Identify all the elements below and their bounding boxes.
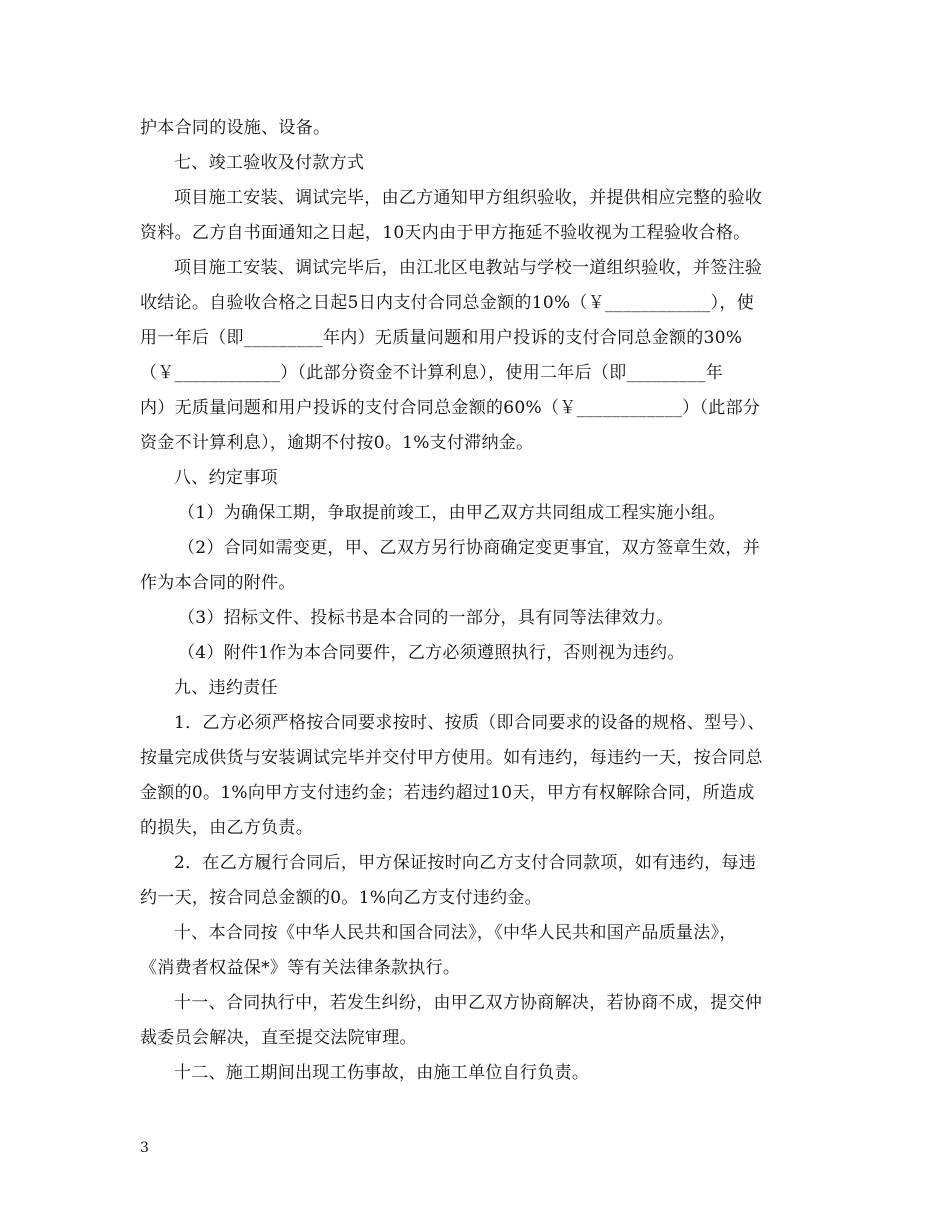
body-text-line: 项目施工安装、调试完毕后，由江北区电教站与学校一道组织验收，并签注验: [174, 258, 763, 278]
section-heading-12: 十二、施工期间出现工伤事故，由施工单位自行负责。: [174, 1063, 590, 1083]
body-text-line: （￥____________）（此部分资金不计算利息），使用二年后（即_________年: [140, 363, 723, 383]
list-item: （2）合同如需变更，甲、乙双方另行协商确定变更事宜，双方签章生效，并: [178, 538, 761, 558]
section-heading-9: 九、违约责任: [174, 678, 278, 698]
section-heading-7: 七、竣工验收及付款方式: [174, 153, 365, 173]
body-text-line: 裁委员会解决，直至提交法院审理。: [140, 1028, 417, 1048]
body-text-line: 用一年后（即_________年内）无质量问题和用户投诉的支付合同总金额的30%: [140, 328, 743, 348]
body-text-line: 内）无质量问题和用户投诉的支付合同总金额的60%（￥____________）（此部分: [140, 398, 761, 418]
body-text-line: 项目施工安装、调试完毕，由乙方通知甲方组织验收，并提供相应完整的验收: [174, 188, 763, 208]
body-text-line: 1．乙方必须严格按合同要求按时、按质（即合同要求的设备的规格、型号）、: [174, 713, 765, 733]
list-item: （4）附件1作为本合同要件，乙方必须遵照执行，否则视为违约。: [178, 643, 685, 663]
body-text-line: 按量完成供货与安装调试完毕并交付甲方使用。如有违约，每违约一天，按合同总: [140, 748, 763, 768]
section-heading-10: 十、本合同按《中华人民共和国合同法》，《中华人民共和国产品质量法》，: [174, 923, 737, 943]
body-text-line: 作为本合同的附件。: [140, 573, 296, 593]
list-item: （1）为确保工期，争取提前竣工，由甲乙双方共同组成工程实施小组。: [178, 503, 726, 523]
body-text-line: 的损失，由乙方负责。: [140, 818, 313, 838]
body-text-line: 护本合同的设施、设备。: [140, 118, 331, 138]
page-number: 3: [140, 1140, 149, 1156]
body-text-line: 金额的0。1%向甲方支付违约金；若违约超过10天，甲方有权解除合同，所造成: [140, 783, 755, 803]
body-text-line: 收结论。自验收合格之日起5日内支付合同总金额的10%（￥____________），使: [140, 293, 754, 313]
body-text-line: 资金不计算利息），逾期不付按0。1%支付滞纳金。: [140, 433, 534, 453]
body-text-line: 资料。乙方自书面通知之日起，10天内由于甲方拖延不验收视为工程验收合格。: [140, 223, 751, 243]
section-heading-8: 八、约定事项: [174, 468, 278, 488]
section-heading-11: 十一、合同执行中，若发生纠纷，由甲乙双方协商解决，若协商不成，提交仲: [174, 993, 763, 1013]
list-item: （3）招标文件、投标书是本合同的一部分，具有同等法律效力。: [178, 608, 674, 628]
body-text-line: 约一天，按合同总金额的0。1%向乙方支付违约金。: [140, 888, 542, 908]
body-text-line: 2．在乙方履行合同后，甲方保证按时向乙方支付合同款项，如有违约，每违: [174, 853, 757, 873]
body-text-line: 《消费者权益保*》等有关法律条款执行。: [140, 958, 461, 978]
